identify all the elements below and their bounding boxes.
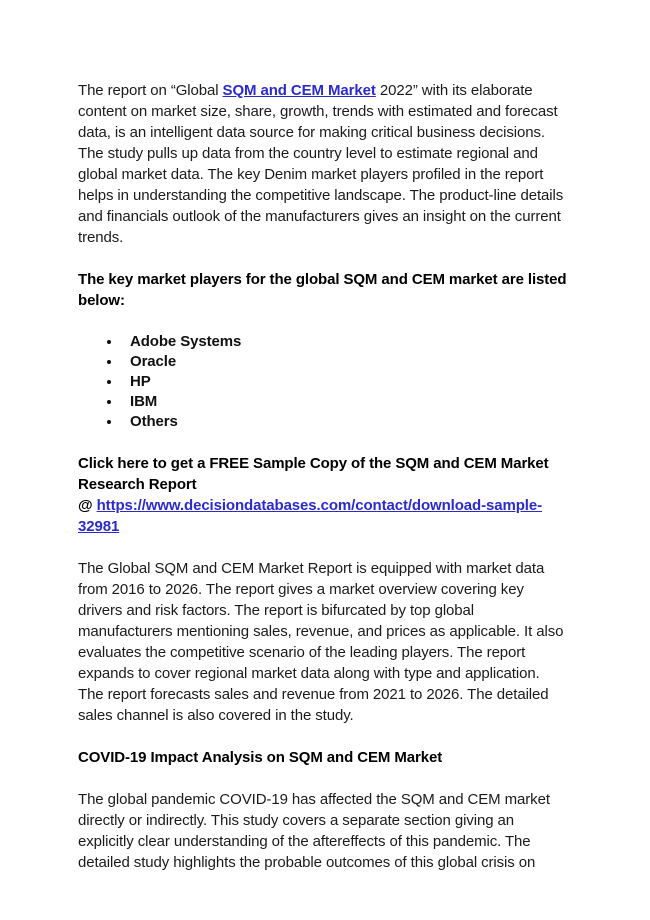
intro-text-before-link: The report on “Global xyxy=(78,82,223,99)
players-list xyxy=(78,332,568,432)
document-content xyxy=(78,80,568,894)
covid-impact-heading: COVID-19 Impact Analysis on SQM and CEM Market xyxy=(78,749,443,766)
covid-impact-paragraph: The global pandemic COVID-19 has affected the SQM and CEM market directly or indirectly. This study covers a separate section giving an explicitly clear understanding of the aftereffects of this pandemic. The detailed study highlights the probable outcomes of this global crisis on xyxy=(78,791,550,871)
intro-paragraph xyxy=(78,80,568,248)
cta-at-prefix: @ xyxy=(78,497,97,514)
list-item-hp: • HP xyxy=(122,372,568,392)
report-overview-paragraph: The Global SQM and CEM Market Report is equipped with market data from 2016 to 2026. The report gives a market overview covering key drivers and risk factors. The report is bifurcated by top global manufacturers mentioning sales, revenue, and prices as applicable. It also evaluates the competitive scenario of the leading players. The report expands to cover regional market data along with type and application. The report forecasts sales and revenue from 2021 to 2026. The detailed sales channel is also covered in the study. xyxy=(78,560,564,724)
cta-line1: Click here to get a FREE Sample Copy of the SQM and CEM Market Research Report xyxy=(78,455,549,493)
key-players-heading: The key market players for the global SQM and CEM market are listed below: xyxy=(78,271,567,309)
list-item-others: • Others xyxy=(122,412,568,432)
intro-text-after-link: 2022” with its elaborate content on market size, share, growth, trends with estimated and forecast data, is an intelligent data source for making critical business decisions. The study pulls up data from the country level to estimate regional and global market data. The key Denim market players profiled in the report helps in understanding the competitive landscape. The product-line details and financials outlook of the manufacturers gives an insight on the current trends. xyxy=(78,82,564,246)
sqm-cem-market-link[interactable]: SQM and CEM Market xyxy=(222,82,376,99)
list-item-ibm: • IBM xyxy=(122,392,568,412)
free-sample-cta xyxy=(78,453,568,537)
list-item-oracle: • Oracle xyxy=(122,352,568,372)
list-item-adobe-systems: • Adobe Systems xyxy=(122,332,568,352)
download-sample-link[interactable]: https://www.decisiondatabases.com/contact/download-sample-32981 xyxy=(78,497,542,535)
